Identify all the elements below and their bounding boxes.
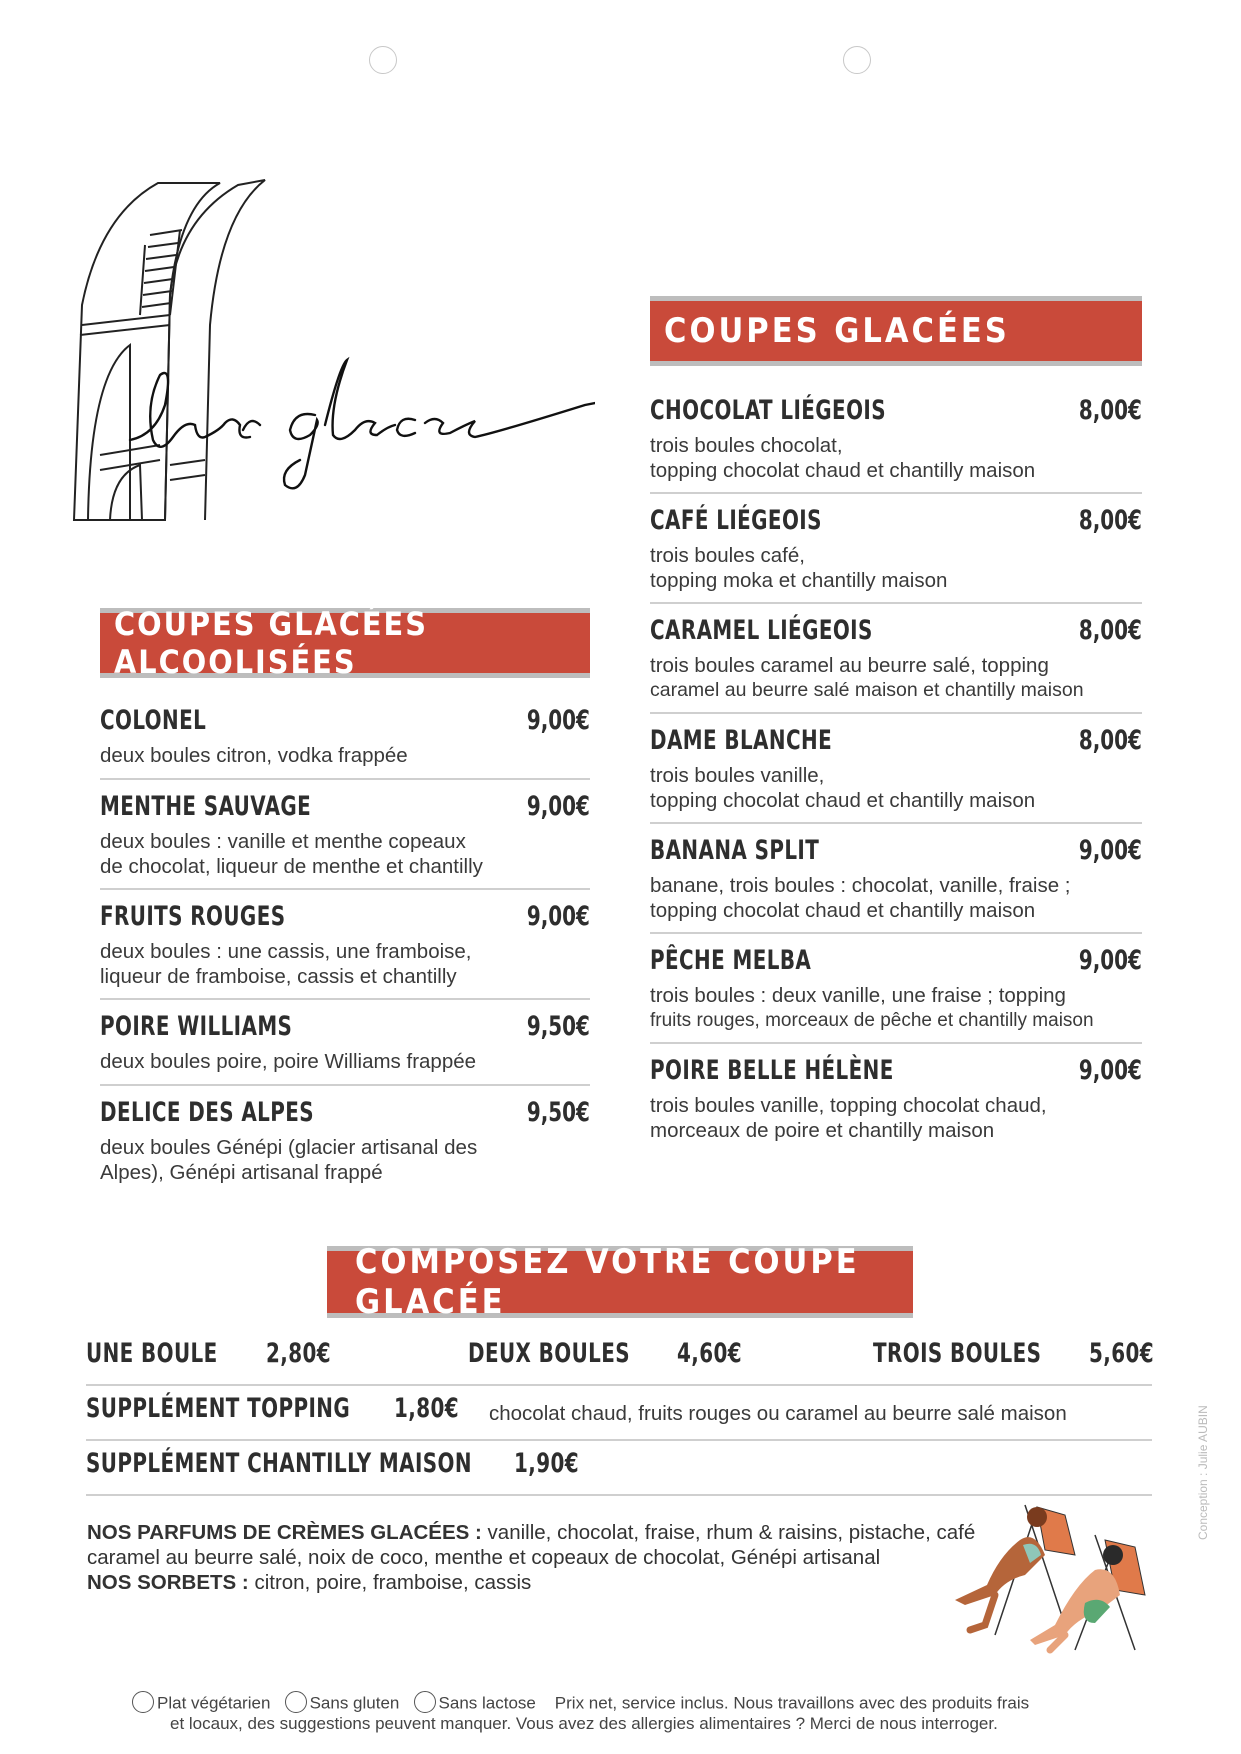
- item-name: CARAMEL LIÉGEOIS: [650, 615, 873, 646]
- page-title: les glaces: [125, 345, 130, 346]
- gluten-free-icon: [285, 1691, 307, 1713]
- cremes-line1: vanille, chocolat, fraise, rhum & raisins, pistache, café: [481, 1521, 976, 1544]
- footer-note-line1: Prix net, service inclus. Nous travaillons avec des produits frais: [554, 1693, 1030, 1713]
- footer-sans-gluten: Sans gluten: [309, 1693, 400, 1713]
- binder-hole-right: [843, 46, 871, 74]
- binder-hole-left: [369, 46, 397, 74]
- item-desc-line2: Alpes), Génépi artisanal frappé: [100, 1161, 383, 1184]
- footer-vegetarien: Plat végétarien: [157, 1693, 271, 1713]
- item-name: DAME BLANCHE: [650, 725, 833, 756]
- item-name: CHOCOLAT LIÉGEOIS: [650, 395, 886, 426]
- item-price: 9,50€: [526, 1011, 590, 1042]
- sorbets-list: citron, poire, framboise, cassis: [248, 1571, 532, 1594]
- sunbathers-illustration: [925, 1495, 1155, 1655]
- menu-item: [650, 395, 1142, 490]
- footer-legend: [132, 1693, 1029, 1715]
- item-desc-line1: deux boules citron, vodka frappée: [100, 744, 408, 767]
- menu-item: [100, 1011, 590, 1081]
- item-price: 9,00€: [526, 705, 590, 736]
- divider: [650, 932, 1142, 934]
- item-desc-line1: trois boules chocolat,: [650, 434, 843, 457]
- une-boule-price: 2,80€: [266, 1338, 332, 1369]
- menu-item: [100, 791, 590, 886]
- menu-item: [650, 615, 1142, 710]
- coupes-glacees-title: COUPES GLACÉES: [664, 311, 1010, 351]
- divider: [100, 998, 590, 1000]
- divider: [650, 492, 1142, 494]
- menu-item: [650, 945, 1142, 1040]
- item-price: 9,00€: [1078, 835, 1142, 866]
- divider: [650, 712, 1142, 714]
- item-name: POIRE WILLIAMS: [100, 1011, 293, 1042]
- item-price: 8,00€: [1078, 725, 1142, 756]
- item-desc-line2: liqueur de framboise, cassis et chantilly: [100, 965, 457, 988]
- menu-item: [650, 835, 1142, 930]
- divider: [100, 888, 590, 890]
- menu-item: [100, 1097, 590, 1192]
- item-name: DELICE DES ALPES: [100, 1097, 315, 1128]
- supplement-topping-label: SUPPLÉMENT TOPPING: [86, 1393, 351, 1424]
- sorbets-label: NOS SORBETS :: [87, 1571, 249, 1594]
- cremes-label: NOS PARFUMS DE CRÈMES GLACÉES :: [87, 1521, 482, 1544]
- composez-header: [327, 1242, 913, 1322]
- item-desc-line1: deux boules : vanille et menthe copeaux: [100, 830, 466, 853]
- divider: [650, 1042, 1142, 1044]
- item-desc-line1: deux boules poire, poire Williams frappée: [100, 1050, 477, 1073]
- item-price: 9,00€: [1078, 1055, 1142, 1086]
- item-desc-line1: deux boules : une cassis, une framboise,: [100, 940, 472, 963]
- footer-note-line2: et locaux, des suggestions peuvent manquer. Vous avez des allergies alimentaires ? Merci de nous interroger.: [170, 1714, 998, 1733]
- divider: [100, 1084, 590, 1086]
- menu-item: [100, 901, 590, 996]
- item-desc-line2: topping moka et chantilly maison: [650, 569, 948, 592]
- item-desc-line2: topping chocolat chaud et chantilly maison: [650, 459, 1036, 482]
- menu-item: [650, 1055, 1142, 1150]
- item-desc-line2: topping chocolat chaud et chantilly maison: [650, 789, 1036, 812]
- item-name: BANANA SPLIT: [650, 835, 820, 866]
- item-price: 8,00€: [1078, 395, 1142, 426]
- supplement-topping-price: 1,80€: [394, 1393, 460, 1424]
- deux-boules-price: 4,60€: [677, 1338, 743, 1369]
- item-price: 9,50€: [526, 1097, 590, 1128]
- item-desc-line2: morceaux de poire et chantilly maison: [650, 1119, 995, 1142]
- item-desc-line1: trois boules café,: [650, 544, 805, 567]
- item-price: 8,00€: [1078, 505, 1142, 536]
- alcoolisees-title: COUPES GLACÉES ALCOOLISÉES: [114, 605, 428, 681]
- item-name: PÊCHE MELBA: [650, 945, 812, 976]
- item-desc-line1: trois boules : deux vanille, une fraise ; topping: [650, 984, 1066, 1007]
- item-name: FRUITS ROUGES: [100, 901, 286, 932]
- item-desc-line2: de chocolat, liqueur de menthe et chantilly: [100, 855, 483, 878]
- alcoolisees-header: [100, 605, 590, 681]
- item-price: 9,00€: [526, 791, 590, 822]
- item-desc-line2: caramel au beurre salé maison et chantilly maison: [650, 679, 1084, 701]
- item-name: COLONEL: [100, 705, 207, 736]
- une-boule-label: UNE BOULE: [86, 1338, 218, 1369]
- trois-boules-label: TROIS BOULES: [873, 1338, 1042, 1369]
- item-desc-line1: trois boules caramel au beurre salé, topping: [650, 654, 1049, 677]
- menu-item: [650, 505, 1142, 600]
- design-credit: Conception : Julie AUBIN: [1196, 1405, 1210, 1540]
- divider: [100, 778, 590, 780]
- trois-boules-price: 5,60€: [1089, 1338, 1155, 1369]
- vegetarian-icon: [132, 1691, 154, 1713]
- deux-boules-label: DEUX BOULES: [468, 1338, 631, 1369]
- item-desc-line2: fruits rouges, morceaux de pêche et chantilly maison: [650, 1010, 1094, 1031]
- divider: [650, 602, 1142, 604]
- item-price: 8,00€: [1078, 615, 1142, 646]
- item-desc-line1: trois boules vanille,: [650, 764, 825, 787]
- divider: [86, 1384, 1152, 1386]
- menu-item: [100, 705, 590, 775]
- flavors-text: [87, 1520, 975, 1595]
- lactose-free-icon: [414, 1691, 436, 1713]
- item-name: CAFÉ LIÉGEOIS: [650, 505, 822, 536]
- divider: [86, 1439, 1152, 1441]
- composez-title: COMPOSEZ VOTRE COUPE GLACÉE: [355, 1242, 860, 1322]
- supplement-chantilly-price: 1,90€: [514, 1448, 580, 1479]
- item-desc-line2: topping chocolat chaud et chantilly maison: [650, 899, 1036, 922]
- coupes-glacees-header: [650, 296, 1142, 366]
- item-price: 9,00€: [526, 901, 590, 932]
- item-desc-line1: trois boules vanille, topping chocolat chaud,: [650, 1094, 1047, 1117]
- item-desc-line1: banane, trois boules : chocolat, vanille, fraise ;: [650, 874, 1071, 897]
- item-name: MENTHE SAUVAGE: [100, 791, 312, 822]
- page-title-script: [125, 345, 595, 505]
- item-desc-line1: deux boules Génépi (glacier artisanal des: [100, 1136, 478, 1159]
- supplement-topping-desc: chocolat chaud, fruits rouges ou caramel au beurre salé maison: [489, 1402, 1067, 1425]
- item-name: POIRE BELLE HÉLÈNE: [650, 1055, 894, 1086]
- item-price: 9,00€: [1078, 945, 1142, 976]
- menu-item: [650, 725, 1142, 820]
- supplement-chantilly-label: SUPPLÉMENT CHANTILLY MAISON: [86, 1448, 472, 1479]
- divider: [650, 822, 1142, 824]
- footer-sans-lactose: Sans lactose: [438, 1693, 536, 1713]
- cremes-line2: caramel au beurre salé, noix de coco, menthe et copeaux de chocolat, Génépi artisanal: [87, 1546, 881, 1569]
